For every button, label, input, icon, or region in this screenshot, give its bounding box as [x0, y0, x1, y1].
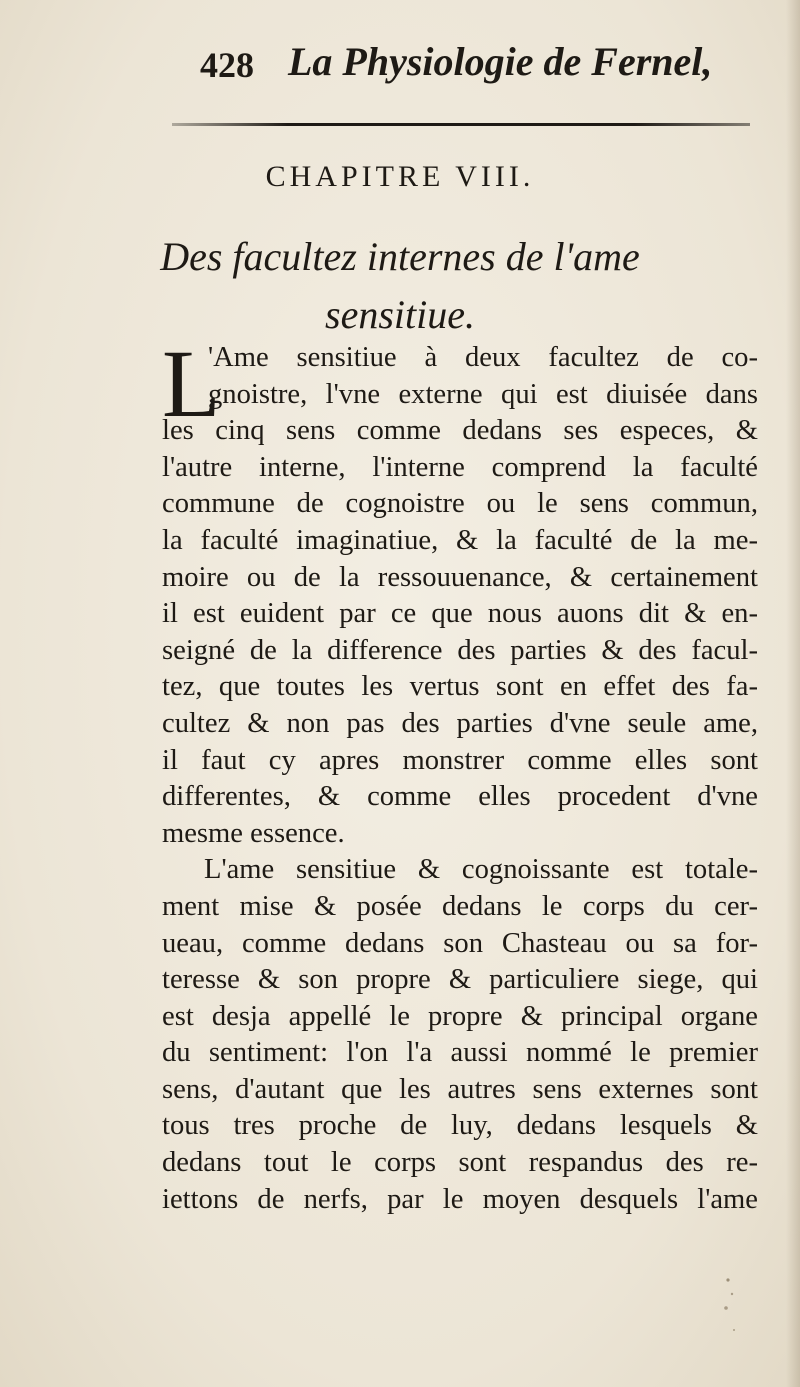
chapter-title-line-1: Des facultez internes de l'ame [160, 234, 640, 279]
drop-cap: L [162, 330, 221, 437]
text-line: dedans tout le corps sont respandus des re- [162, 1147, 758, 1179]
text-line: tez, que toutes les vertus sont en effet des fa- [162, 671, 758, 703]
chapter-title-line-2: sensitiue. [325, 292, 475, 337]
page-number: 428 [200, 45, 254, 85]
text-line: commune de cognoistre ou le sens commun, [162, 488, 758, 520]
page-edge-shadow [786, 0, 800, 1387]
text-line: il faut cy apres monstrer comme elles sont [162, 744, 758, 776]
text-line: seigné de la difference des parties & des facul- [162, 634, 758, 666]
chapter-heading: CHAPITRE VIII. [265, 160, 535, 193]
text-line: du sentiment: l'on l'a aussi nommé le premier [162, 1037, 758, 1069]
text-line: differentes, & comme elles procedent d'vne [162, 781, 758, 813]
chapter-title [0, 228, 800, 344]
header-rule [172, 123, 750, 126]
page-header [200, 38, 713, 98]
text-line: ueau, comme dedans son Chasteau ou sa for- [162, 927, 758, 959]
text-line: mesme essence. [162, 817, 345, 849]
text-line: il est euident par ce que nous auons dit & en- [162, 598, 758, 630]
text-line: gnoistre, l'vne externe qui est diuisée dans [208, 378, 758, 410]
text-line: la faculté imaginatiue, & la faculté de la me- [162, 524, 758, 556]
running-title: La Physiologie de Fernel, [288, 39, 713, 84]
text-line: ment mise & posée dedans le corps du cer- [162, 890, 758, 922]
text-line: iettons de nerfs, par le moyen desquels l'ame [162, 1183, 758, 1215]
ink-speckles [720, 1260, 780, 1380]
body-text [162, 330, 758, 1218]
text-line: cultez & non pas des parties d'vne seule ame, [162, 707, 758, 739]
text-line: L'ame sensitiue & cognoissante est totale- [204, 854, 758, 886]
text-line: tous tres proche de luy, dedans lesquels & [162, 1110, 758, 1142]
text-line: les cinq sens comme dedans ses especes, & [162, 415, 758, 447]
text-line: sens, d'autant que les autres sens externes sont [162, 1073, 758, 1105]
text-line: est desja appellé le propre & principal organe [162, 1000, 758, 1032]
text-line: 'Ame sensitiue à deux facultez de co- [208, 342, 758, 373]
text-line: l'autre interne, l'interne comprend la faculté [162, 451, 758, 483]
text-line: moire ou de la ressouuenance, & certainement [162, 561, 758, 593]
text-line: teresse & son propre & particuliere siege, qui [162, 964, 758, 996]
